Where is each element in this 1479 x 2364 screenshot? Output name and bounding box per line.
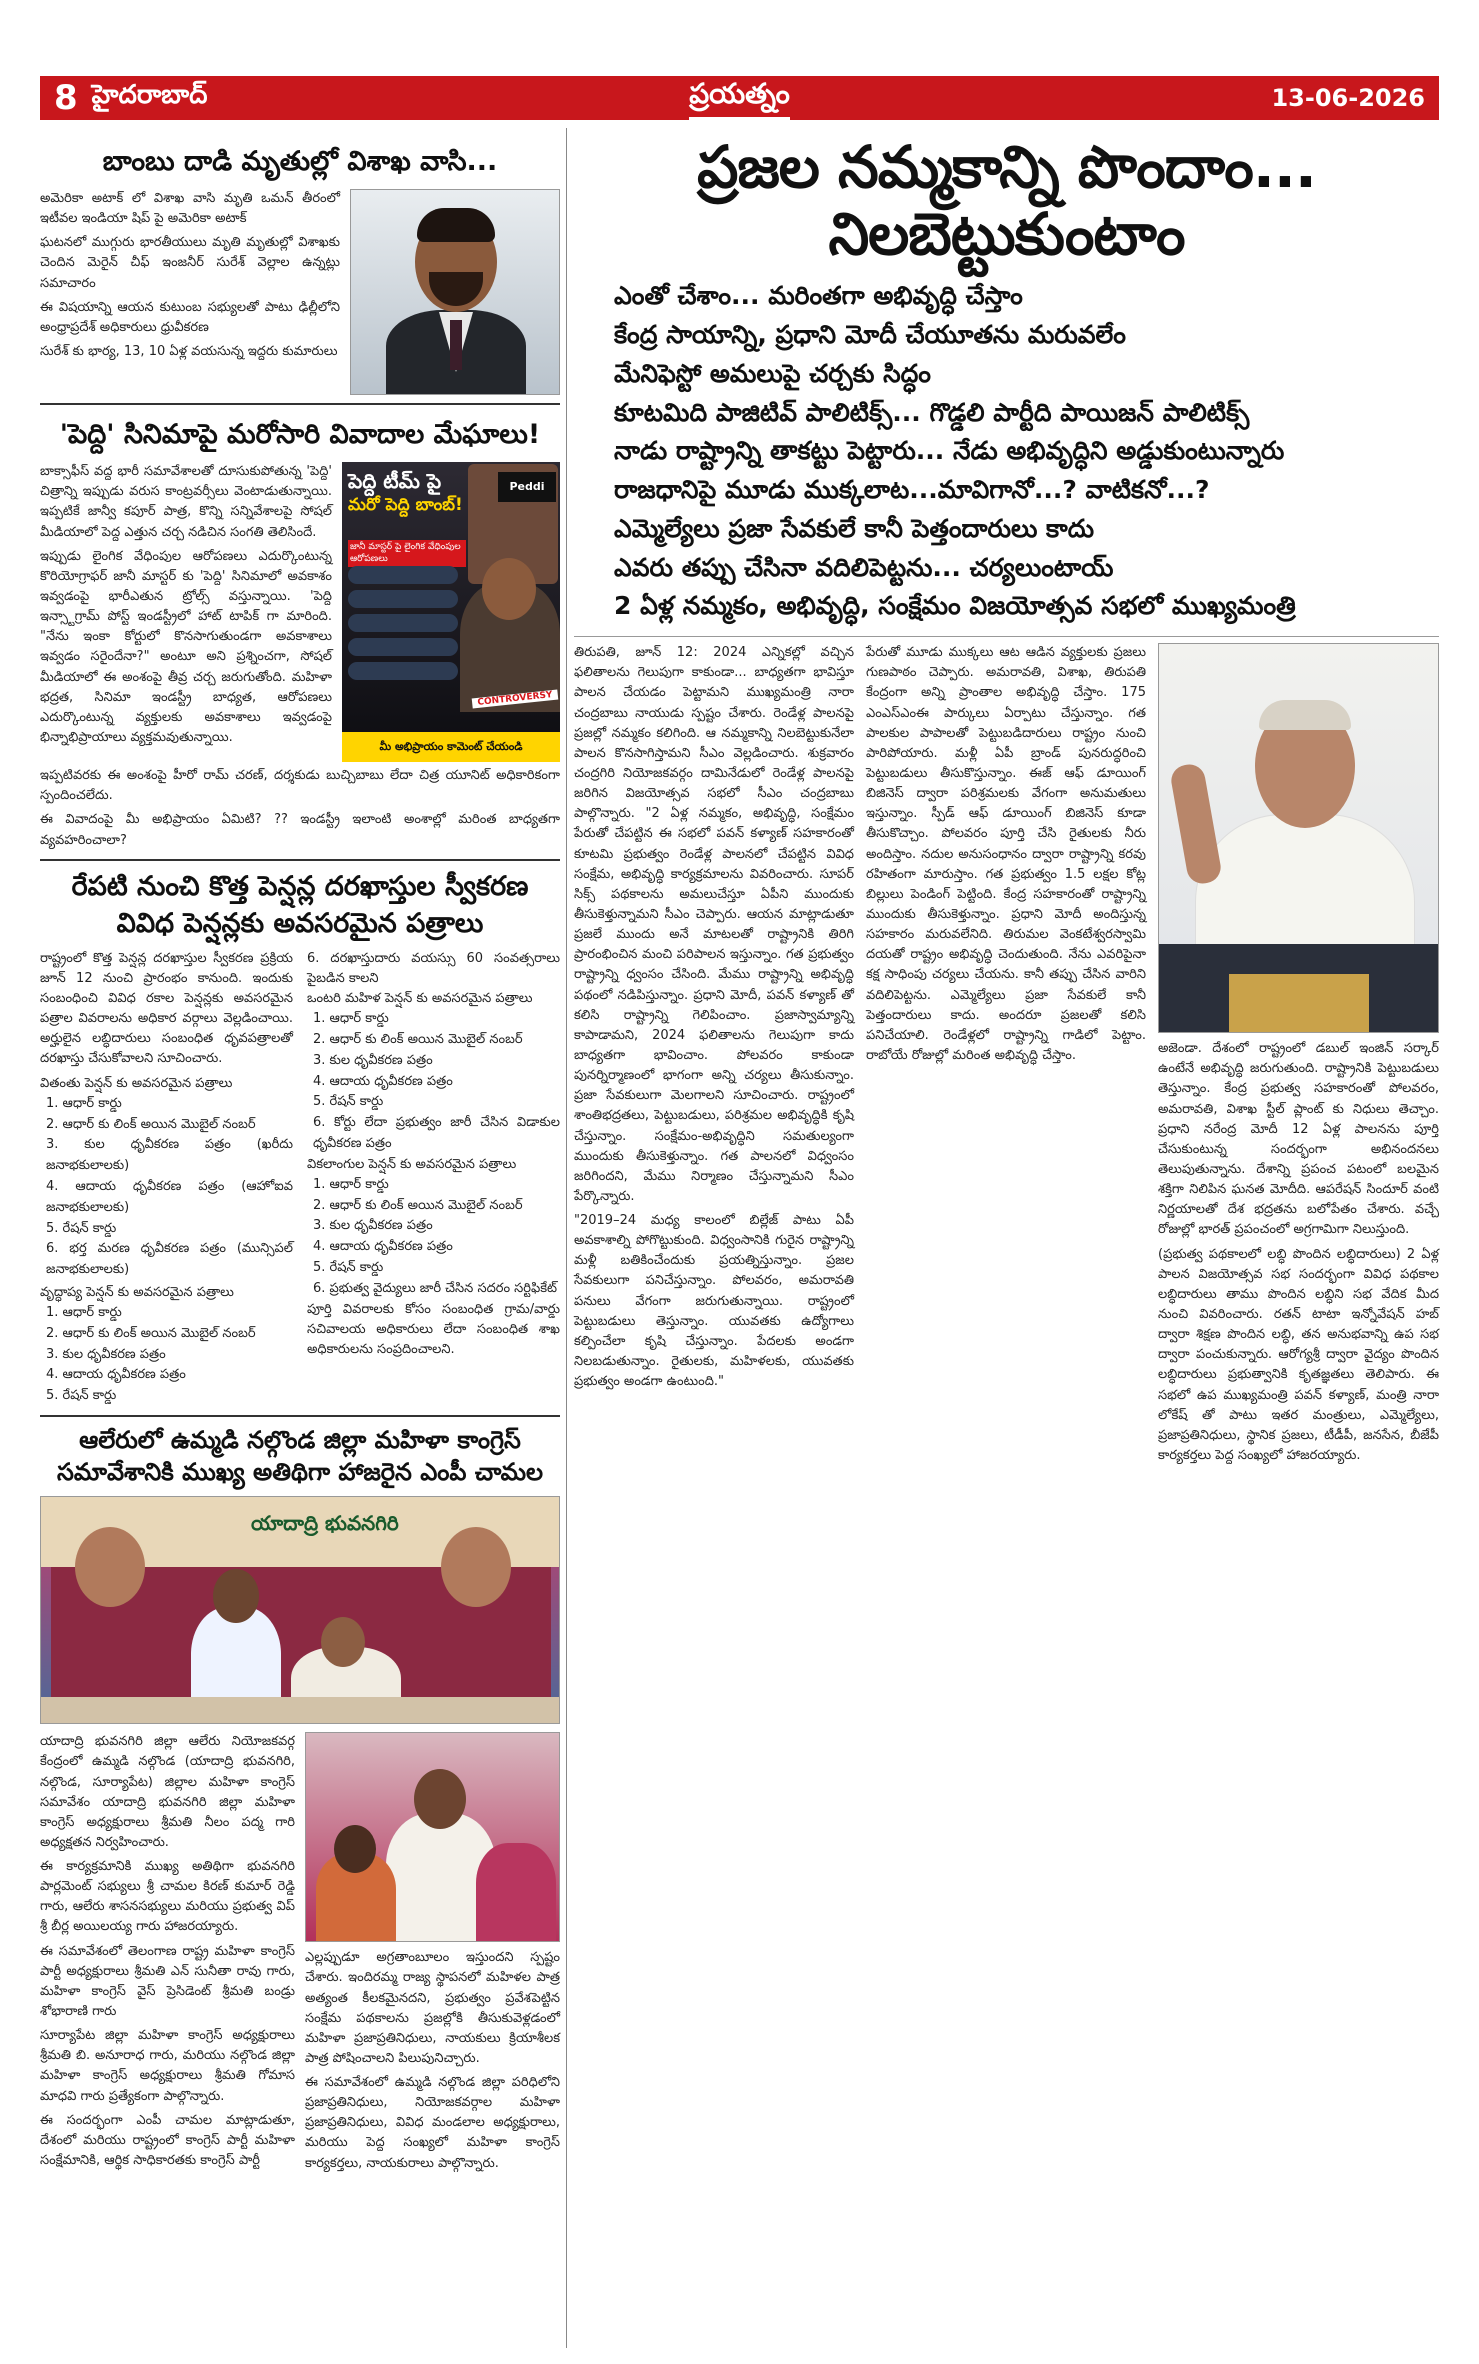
section-title: ఒంటరి మహిళ పెన్షన్ కు అవసరమైన పత్రాలు <box>307 991 533 1007</box>
story-mahila-congress <box>40 1427 560 2178</box>
paragraph: తిరుపతి, జూన్ 12: 2024 ఎన్నికల్లో వచ్చిన ఫలితాలను గెలుపుగా కాకుండా... బాధ్యతగా భావిస్తూ పాలన చేయడం పెట్టామని ముఖ్యమంత్రి నారా చంద్రబాబు నాయుడు స్పష్టం చేశారు. రెండేళ్ల పాలనపై ప్రజల్లో నమ్మకం కలిగింది. ఆ నమ్మకాన్ని నిలబెట్టుకునేలా పాలన కొనసాగిస్తామని సీఎం వెల్లడించారు. శుక్రవారం చంద్రగిరి నియోజకవర్గం దామినేడులో రెండేళ్ల పాలనపై జరిగిన విజయోత్సవ సభలో సీఎం చంద్రబాబు పాల్గొన్నారు. "2 ఏళ్ల నమ్మకం, అభివృద్ధి, సంక్షేమం పేరుతో చేపట్టిన ఈ సభలో పవన్ కళ్యాణ్ సహకారంతో కూటమి ప్రభుత్వం రెండేళ్ల పాలనలో చేపట్టిన వివిధ సంక్షేమ, అభివృద్ధి కార్యక్రమాలను వివరించారు. సూపర్ సిక్స్ పథకాలను అమలుచేస్తూ ఏపీని ముందుకు తీసుకెళ్తున్నామని సీఎం చెప్పారు. ఆయన మాట్లాడుతూ ప్రజలే ముందు అనే మాటలతో రాష్ట్రానికి తిరిగి ప్రారంభించిన మంచి పరిపాలన ఇస్తున్నాం. గత ప్రభుత్వం రాష్ట్రాన్ని ధ్వంసం చేసింది. మేము రాష్ట్రాన్ని అభివృద్ధి పథంలో నడిపిస్తున్నాం. ప్రధాని మోదీ, పవన్ కళ్యాణ్ తో కలిసి రాష్ట్రాన్ని గెలిపించాం. ప్రజాస్వామ్యాన్ని కాపాడామని, 2024 ఫలితాలను గెలుపుగా కాదు బాధ్యతగా భావించాం. పోలవరం కాకుండా పునర్నిర్మాణంలో భాగంగా అన్ని చర్యలు తీసుకున్నాం. ప్రజా సేవకులుగా మెలగాలని సూచించారు. రాష్ట్రంలో శాంతిభద్రతలు, పెట్టుబడులు, పరిశ్రమల అభివృద్ధికి కృషి చేస్తున్నాం. సంక్షేమం-అభివృద్ధిని సమతుల్యంగా ముందుకు తీసుకెళ్తున్నాం. గత పాలనలో విధ్వంసం జరిగిందని, మేము నిర్మాణం చేస్తున్నామని సీఎం పేర్కొన్నారు. <box>574 645 854 1204</box>
list-item: 2. ఆధార్ కు లింక్ అయిన మొబైల్ నంబర్ <box>46 1325 256 1341</box>
story-peddi <box>40 419 560 851</box>
sub-headline: 2 ఏళ్ల నమ్మకం, అభివృద్ధి, సంక్షేమం విజయోత్సవ సభలో ముఖ్యమంత్రి <box>614 591 1296 621</box>
paragraph: ఈ సమావేశంలో ఉమ్మడి నల్గొండ జిల్లా పరిధిలోని ప్రజాప్రతినిధులు, నియోజకవర్గాల మహిళా ప్రజాప్రతినిధులు, వివిధ మండలాల అధ్యక్షురాలు, మరియు పెద్ద సంఖ్యలో మహిళా కాంగ్రెస్ కార్యకర్తలు, నాయకురాలు పాల్గొన్నారు. <box>305 2075 560 2171</box>
list-item: 5. రేషన్ కార్డు <box>313 1260 384 1276</box>
sub-headline: ఎంతో చేశాం... మరింతగా అభివృద్ధి చేస్తాం <box>614 281 1023 311</box>
doc-list <box>40 1303 293 1407</box>
list-item: 3. కుల ధృవీకరణ పత్రం <box>46 1346 166 1362</box>
list-item: 6. కోర్టు లేదా ప్రభుత్వం జారీ చేసిన విడాకుల ధృవీకరణ పత్రం <box>313 1115 560 1151</box>
masthead-left <box>54 78 207 118</box>
banner-text: యాదాద్రి భువనగిరి <box>251 1511 399 1536</box>
page-number: 8 <box>54 78 78 118</box>
subheadline: సమావేశానికి ముఖ్య అతిథిగా హాజరైన ఎంపీ చామల <box>57 1457 543 1486</box>
section-title: వితంతు పెన్షన్ కు అవసరమైన పత్రాలు <box>40 1075 233 1091</box>
paragraph: ఈ విషయాన్ని ఆయన కుటుంబ సభ్యులతో పాటు ఢిల్లీలోని అంధ్రాప్రదేశ్ అధికారులు ధ్రువీకరణ <box>40 299 340 335</box>
paragraph: ఎల్లప్పుడూ అగ్రతాంబూలం ఇస్తుందని స్పష్టం చేశారు. ఇందిరమ్మ రాజ్య స్థాపనలో మహిళల పాత్ర అత్యంత కీలకమైనదని, ప్రభుత్వం ప్రవేశపెట్టిన సంక్షేమ పథకాలను ప్రజల్లోకి తీసుకువెళ్లడంలో మహిళా ప్రజాప్రతినిధులు, నాయకులు క్రియాశీలక పాత్ర పోషించాలని పిలుపునిచ్చారు. <box>305 1950 560 2066</box>
headline: రేపటి నుంచి కొత్త పెన్షన్ల దరఖాస్తుల స్వీకరణ <box>71 870 529 902</box>
main-col-3 <box>1158 643 1439 1470</box>
list-item: 3. కుల ధృవీకరణ పత్రం (ఖరీదు జనాభకులాలకు) <box>46 1137 293 1174</box>
list-item: 4. ఆదాయ ధృవీకరణ పత్రం (ఆహోఐవ జనాభకులాలకు) <box>46 1178 293 1215</box>
list-item: 2. ఆధార్ కు లింక్ అయిన మొబైల్ నంబర్ <box>313 1031 523 1047</box>
story-pensions <box>40 871 560 1407</box>
paragraph: అజెండా. దేశంలో రాష్ట్రంలో డబుల్ ఇంజిన్ సర్కార్ ఉంటేనే అభివృద్ధి జరుగుతుంది. రాష్ట్రానికి పెట్టుబడులు తెస్తున్నాం. కేంద్ర ప్రభుత్వ సహకారంతో పోలవరం, అమరావతి, విశాఖ స్టీల్ ప్లాంట్ కు నిధులు తెచ్చాం. ప్రధాని నరేంద్ర మోదీ 12 ఏళ్ల పాలనను పూర్తి చేసుకుంటున్న సందర్భంగా అభినందనలు తెలుపుతున్నాను. దేశాన్ని ప్రపంచ పటంలో బలమైన శక్తిగా నిలిపిన ఘనత మోదీది. ఆపరేషన్ సిందూర్ వంటి నిర్ణయాలతో దేశ భద్రతను బలోపేతం చేశారు. వచ్చే రోజుల్లో భారత్ ప్రపంచంలో అగ్రగామిగా నిలుస్తుంది. <box>1158 1041 1439 1238</box>
graphic-footer: మీ అభిప్రాయం కామెంట్ చేయండి <box>342 732 560 762</box>
list-item: 2. ఆధార్ కు లింక్ అయిన మొబైల్ నంబర్ <box>46 1116 256 1132</box>
list-item: 4. ఆదాయ ధృవీకరణ పత్రం <box>313 1073 453 1089</box>
subheadline: వివిధ పెన్షన్లకు అవసరమైన పత్రాలు <box>116 907 484 939</box>
list-item: 6. ప్రభుత్వ వైద్యులు జారీ చేసిన సదరం సర్టిఫికేట్ <box>313 1280 558 1296</box>
sub-headline: మేనిఫెస్టో అమలుపై చర్చకు సిద్ధం <box>614 358 931 388</box>
sub-headline: నాడు రాష్ట్రాన్ని తాకట్టు పెట్టారు... నేడు అభివృద్ధిని అడ్డుకుంటున్నారు <box>614 436 1285 466</box>
pension-col-2 <box>307 949 560 1407</box>
paragraph: ఈ సమావేశంలో తెలంగాణ రాష్ట్ర మహిళా కాంగ్రెస్ పార్టీ అధ్యక్షురాలు శ్రీమతి ఎన్ సునీతా రావు గారు, మహిళా కాంగ్రెస్ వైస్ ప్రెసిడెంట్ శ్రీమతి బండ్రు శోభారాణి గారు <box>40 1943 295 2020</box>
article-body <box>40 189 340 395</box>
list-item: 2. ఆధార్ కు లింక్ అయిన మొబైల్ నంబర్ <box>313 1197 523 1213</box>
doc-list <box>307 1009 560 1155</box>
paragraph: ఈ సందర్భంగా ఎంపీ చామల మాట్లాడుతూ, దేశంలో మరియు రాష్ట్రంలో కాంగ్రెస్ పార్టీ మహిళా సంక్షేమానికి, ఆర్థిక సాధికారతకు కాంగ్రెస్ పార్టీ <box>40 2112 295 2169</box>
doc-list <box>307 1175 560 1300</box>
list-item: 6. భర్త మరణ ధృవీకరణ పత్రం (మున్సిపల్ జనాభకులాలకు) <box>46 1241 293 1278</box>
paragraph: యాదాద్రి భువనగిరి జిల్లా ఆలేరు నియోజకవర్గ కేంద్రంలో ఉమ్మడి నల్గొండ (యాదాద్రి భువనగిరి, నల్గొండ, సూర్యాపేట) జిల్లాల మహిళా కాంగ్రెస్ సమావేశం యాదాద్రి భువనగిరి జిల్లా మహిళా కాంగ్రెస్ అధ్యక్షురాలు శ్రీమతి నీలం పద్మ గారి అధ్యక్షతన నిర్వహించారు. <box>40 1734 295 1850</box>
list-item: 1. ఆధార్ కార్డు <box>313 1176 389 1192</box>
divider <box>40 859 560 861</box>
paragraph: ఇప్పటివరకు ఈ అంశంపై హీరో రామ్ చరణ్, దర్శకుడు బుచ్చిబాబు లేదా చిత్ర యూనిట్ అధికారికంగా స్పందించలేదు. <box>40 768 560 804</box>
paragraph: "2019–24 మధ్య కాలంలో బిల్లేజ్ పాటు ఏపీ అవకాశాల్ని పోగొట్టుకుంది. విధ్వంసానికి గురైన రాష్ట్రాన్ని మళ్లీ బతికించేందుకు ప్రయత్నిస్తున్నాం. ప్రజల సేవకులుగా పనిచేస్తున్నాం. పోలవరం, అమరావతి పనులు వేగంగా జరుగుతున్నాయి. రాష్ట్రంలో పెట్టుబడులు తెస్తున్నాం. యువతకు ఉద్యోగాలు కల్పించేలా కృషి చేస్తున్నాం. పేదలకు అండగా నిలబడుతున్నాం. రైతులకు, మహిళలకు, యువతకు ప్రభుత్వం అండగా ఉంటుంది." <box>574 1213 854 1390</box>
peddi-graphic <box>342 462 560 762</box>
main-col-1 <box>574 643 854 1470</box>
doc-list <box>40 1094 293 1281</box>
sub-headlines <box>614 277 1439 626</box>
main-story <box>574 128 1439 2348</box>
paragraph: ఇప్పుడు లైంగిక వేధింపుల ఆరోపణలు ఎదుర్కొంటున్న కొరియోగ్రాఫర్ జానీ మాస్టర్ కు 'పెద్ది' సినిమాలో అవకాశం ఇవ్వడంపై భారీఎతున ట్రోల్స్ వస్తున్నాయి. 'పెద్ది ఇన్స్టాగ్రామ్ పోస్ట్ ఇండస్ట్రీలో హాట్ టాపిక్ గా మారింది. "నేను ఇంకా కోర్టులో కొనసాగుతుండగా అవకాశాలు ఇవ్వడం సరైందేనా?" అంటూ అని ప్రశ్నించగా, సోషల్ మీడియాలో ఈ అంశంపై తీవ్ర చర్చ జరుగుతోంది. మహిళా భద్రత, సినిమా ఇండస్ట్రీ బాధ్యత, ఆరోపణలు ఎదుర్కొంటున్న వ్యక్తులకు అవకాశాలు ఇవ్వడంపై భిన్నాభిప్రాయాలు వ్యక్తమవుతున్నాయి. <box>40 548 332 745</box>
paragraph: సురేశ్ కు భార్య, 13, 10 ఏళ్ల వయసున్న ఇద్దరు కుమారులు <box>40 344 338 360</box>
paragraph: బాక్సాఫీస్ వద్ద భారీ సమావేశాలతో దూసుకుపోతున్న 'పెద్ది' చిత్రాన్ని ఇప్పుడు వరుస కాంట్రవర్సీలు వెంటాడుతున్నాయి. ఇప్పటికే జాన్వీ కపూర్ పాత్ర, కొన్ని సన్నివేశాలపై సోషల్ మీడియాలో పెద్ద ఎత్తున చర్చ నడిచిన సంగతి తెలిసిందే. <box>40 464 332 540</box>
graphic-title: పెద్ది టీమ్ పై <box>348 469 442 494</box>
list-item: 5. రేషన్ కార్డు <box>46 1220 117 1236</box>
list-item: 4. ఆదాయ ధృవీకరణ పత్రం <box>313 1239 453 1255</box>
paragraph: ఘటనలో ముగ్గురు భారతీయులు మృతి మృతుల్లో విశాఖకు చెందిన మెరైన్ చీఫ్ ఇంజనీర్ సురేశ్ వెల్లాల ఉన్నట్లు సమాచారం <box>40 235 340 291</box>
section-title: వృద్ధాప్య పెన్షన్ కు అవసరమైన పత్రాలు <box>40 1284 234 1300</box>
column-divider <box>566 128 567 2348</box>
sub-headline: ఎవరు తప్పు చేసినా వదిలిపెట్టను... చర్యలుంటాయ్ <box>614 552 1114 582</box>
article-body <box>40 1732 295 2178</box>
graphic-bullets <box>348 566 458 706</box>
main-headline: ప్రజల నమ్మకాన్ని పొందాం... నిలబెట్టుకుంటాం <box>697 133 1316 268</box>
list-item: 1. ఆధార్ కార్డు <box>46 1095 122 1111</box>
list-item: 5. రేషన్ కార్డు <box>46 1388 117 1404</box>
list-item: 6. దరఖాస్తుదారు వయస్సు 60 సంవత్సరాలు పైబడిన కాలని <box>307 950 560 986</box>
list-item: 1. ఆధార్ కార్డు <box>313 1011 389 1027</box>
article-body-cont <box>40 766 560 851</box>
paper-name: ప్రయత్నం <box>689 77 790 120</box>
controversy-tag: CONTROVERSY <box>472 690 559 709</box>
divider <box>40 1415 560 1417</box>
sub-headline: కేంద్ర సాయాన్ని, ప్రధాని మోదీ చేయూతను మరువలేం <box>614 320 1126 350</box>
list-item: 1. ఆధార్ కార్డు <box>46 1305 122 1321</box>
headline: 'పెద్ది' సినిమాపై మరోసారి వివాదాల మేఘాలు! <box>59 419 541 451</box>
main-col-2 <box>866 643 1146 1470</box>
article-body <box>40 462 332 762</box>
issue-date: 13-06-2026 <box>1271 84 1425 112</box>
divider <box>574 636 1439 637</box>
headline: ఆలేరులో ఉమ్మడి నల్గొండ జిల్లా మహిళా కాంగ్రెస్ <box>79 1426 521 1455</box>
list-item: 5. రేషన్ కార్డు <box>313 1094 384 1110</box>
list-item: 3. కుల ధృవీకరణ పత్రం <box>313 1218 433 1234</box>
mp-photo <box>305 1732 560 1942</box>
section-name: హైదరాబాద్ <box>91 80 208 110</box>
meeting-photo <box>40 1496 560 1724</box>
paragraph: (ప్రభుత్వ పథకాలలో లబ్ధి పొందిన లబ్ధిదారులు) 2 ఏళ్ల పాలన విజయోత్సవ సభ సందర్భంగా వివిధ పథకాల లబ్ధిదారులు తాము పొందిన లబ్ధిని సభ వేదిక మీద నుంచి వివరించారు. రతన్ టాటా ఇన్నోవేషన్ హబ్ ద్వారా శిక్షణ పొందిన లబ్ధి, తన అనుభవాన్ని ఉప సభ ద్వారా పంచుకున్నారు. ఆరోగ్యశ్రీ ద్వారా వైద్యం పొందిన లబ్ధిదారులు ప్రభుత్వానికి కృతజ్ఞతలు తెలిపారు. ఈ సభలో ఉప ముఖ్యమంత్రి పవన్ కళ్యాణ్, మంత్రి నారా లోకేష్ తో పాటు ఇతర మంత్రులు, ఎమ్మెల్యేలు, ప్రజాప్రతినిధులు, స్థానిక ప్రజలు, టీడీపీ, జనసేన, బీజేపీ కార్యకర్తలు పెద్ద సంఖ్యలో హాజరయ్యారు. <box>1158 1246 1439 1463</box>
article-body <box>1158 1039 1439 1466</box>
victim-photo <box>350 189 560 395</box>
article-col-2 <box>305 1732 560 2178</box>
peddi-logo: Peddi <box>498 472 556 502</box>
paragraph: సూర్యాపేట జిల్లా మహిళా కాంగ్రెస్ అధ్యక్షురాలు శ్రీమతి బి. అనూరాధ గారు, మరియు నల్గొండ జిల్లా మహిళా కాంగ్రెస్ అధ్యక్షురాలు శ్రీమతి గోమాస మాధవి గారు ప్రత్యేకంగా పాల్గొన్నారు. <box>40 2028 295 2104</box>
paragraph: పేరుతో మూడు ముక్కలు ఆట ఆడిన వ్యక్తులకు ప్రజలు గుణపాఠం చెప్పారు. అమరావతి, విశాఖ, తిరుపతి కేంద్రంగా అన్ని ప్రాంతాల అభివృద్ధి చేస్తాం. 175 ఎంఎస్ఎంఈ పార్కులు ఏర్పాటు చేస్తున్నాం. గత పాలకుల పాపాలతో పెట్టుబడిదారులు రాష్ట్రం నుంచి పారిపోయారు. మళ్లీ ఏపీ బ్రాండ్ పునరుద్ధరించి పెట్టుబడులు తీసుకొస్తున్నాం. ఈజ్ ఆఫ్ డూయింగ్ బిజినెస్ ద్వారా పరిశ్రమలకు వేగంగా అనుమతులు ఇస్తున్నాం. స్పీడ్ ఆఫ్ డూయింగ్ బిజినెస్ కూడా తీసుకొచ్చాం. పోలవరం పూర్తి చేసి రైతులకు నీరు అందిస్తాం. నదుల అనుసంధానం ద్వారా రాష్ట్రాన్ని కరవు రహితంగా మారుస్తాం. గత ప్రభుత్వం 1.5 లక్షల కోట్ల బిల్లులు పెండింగ్ పెట్టింది. కేంద్ర సహకారంతో రాష్ట్రాన్ని ముందుకు తీసుకెళ్తున్నాం. ప్రధాని మోదీ అందిస్తున్న సహకారం మరువలేనిది. తిరుమల వెంకటేశ్వరస్వామి దయతో రాష్ట్రం అభివృద్ధి చెందుతుంది. నేను ఎవరిపైనా కక్ష సాధింపు చర్యలు చేయను. కానీ తప్పు చేసిన వారిని వదిలిపెట్టను. ఎమ్మెల్యేలు ప్రజా సేవకులే కానీ పెత్తందారులు కాదు. అందరూ ప్రజలతో కలిసి పనిచేయాలి. రెండేళ్లలో రాష్ట్రాన్ని గాడిలో పెట్టాం. రాబోయే రోజుల్లో మరింత అభివృద్ధి చేస్తాం. <box>866 645 1146 1063</box>
list-item: 4. ఆదాయ ధృవీకరణ పత్రం <box>46 1367 186 1383</box>
graphic-banner: జానీ మాస్టర్ పై లైంగిక వేధింపుల ఆరోపణలు <box>348 540 466 567</box>
cm-photo <box>1158 643 1439 1033</box>
paragraph: ఈ కార్యక్రమానికి ముఖ్య అతిథిగా భువనగిరి పార్లమెంట్ సభ్యులు శ్రీ చామల కిరణ్ కుమార్ రెడ్డి గారు, ఆలేరు శాసనసభ్యులు మరియు ప్రభుత్వ విప్ శ్రీ బీర్ల అయిలయ్య గారు హాజరయ్యారు. <box>40 1859 295 1935</box>
section-title: వికలాంగుల పెన్షన్ కు అవసరమైన పత్రాలు <box>307 1156 517 1172</box>
graphic-subtitle: మరో పెద్ది బాంబ్! <box>348 495 463 516</box>
article-body <box>305 1948 560 2174</box>
sub-headline: ఎమ్మెల్యేలు ప్రజా సేవకులే కానీ పెత్తందారులు కాదు <box>614 513 1095 543</box>
divider <box>40 403 560 405</box>
pension-col-1 <box>40 949 293 1407</box>
masthead <box>40 76 1439 120</box>
left-column <box>40 128 560 2348</box>
story-vizag-victim <box>40 146 560 395</box>
intro: రాష్ట్రంలో కొత్త పెన్షన్ల దరఖాస్తుల స్వీకరణ ప్రక్రియ జూన్ 12 నుంచి ప్రారంభం కానుంది. ఇందుకు సంబంధించి వివిధ రకాల పెన్షన్లకు అవసరమైన పత్రాల వివరాలను అధికార వర్గాలు వెల్లడించాయి. అర్హులైన లబ్ధిదారులు సంబంధిత ధృవపత్రాలతో దరఖాస్తు చేసుకోవాలని సూచించారు. <box>40 950 293 1067</box>
headline: బాంబు దాడి మృతుల్లో విశాఖ వాసి... <box>102 146 498 177</box>
sub-headline: కూటమిది పాజిటివ్ పాలిటిక్స్... గొడ్డలి పార్టీది పాయిజన్ పాలిటిక్స్ <box>614 397 1250 427</box>
list-item: 3. కుల ధృవీకరణ పత్రం <box>313 1052 433 1068</box>
closing-note: పూర్తి వివరాలకు కోసం సంబంధిత గ్రామ/వార్డు సచివాలయ అధికారులు లేదా సంబంధిత శాఖ అధికారులను సంప్రదించాలని. <box>307 1301 560 1357</box>
sub-headline: రాజధానిపై మూడు ముక్కలాట...మావిగానో...? వాటికనో...? <box>614 475 1210 505</box>
paragraph: ఈ వివాదంపై మీ అభిప్రాయం ఏమిటి? ?? ఇండస్ట్రీ ఇలాంటి అంశాల్లో మరింత బాధ్యతగా వ్యవహరించాలా? <box>40 812 560 848</box>
paragraph: అమెరికా అటాక్ లో విశాఖ వాసి మృతి ఒమన్ తీరంలో ఇటీవల ఇండియా షిప్ పై అమెరికా అటాక్ <box>40 191 340 227</box>
